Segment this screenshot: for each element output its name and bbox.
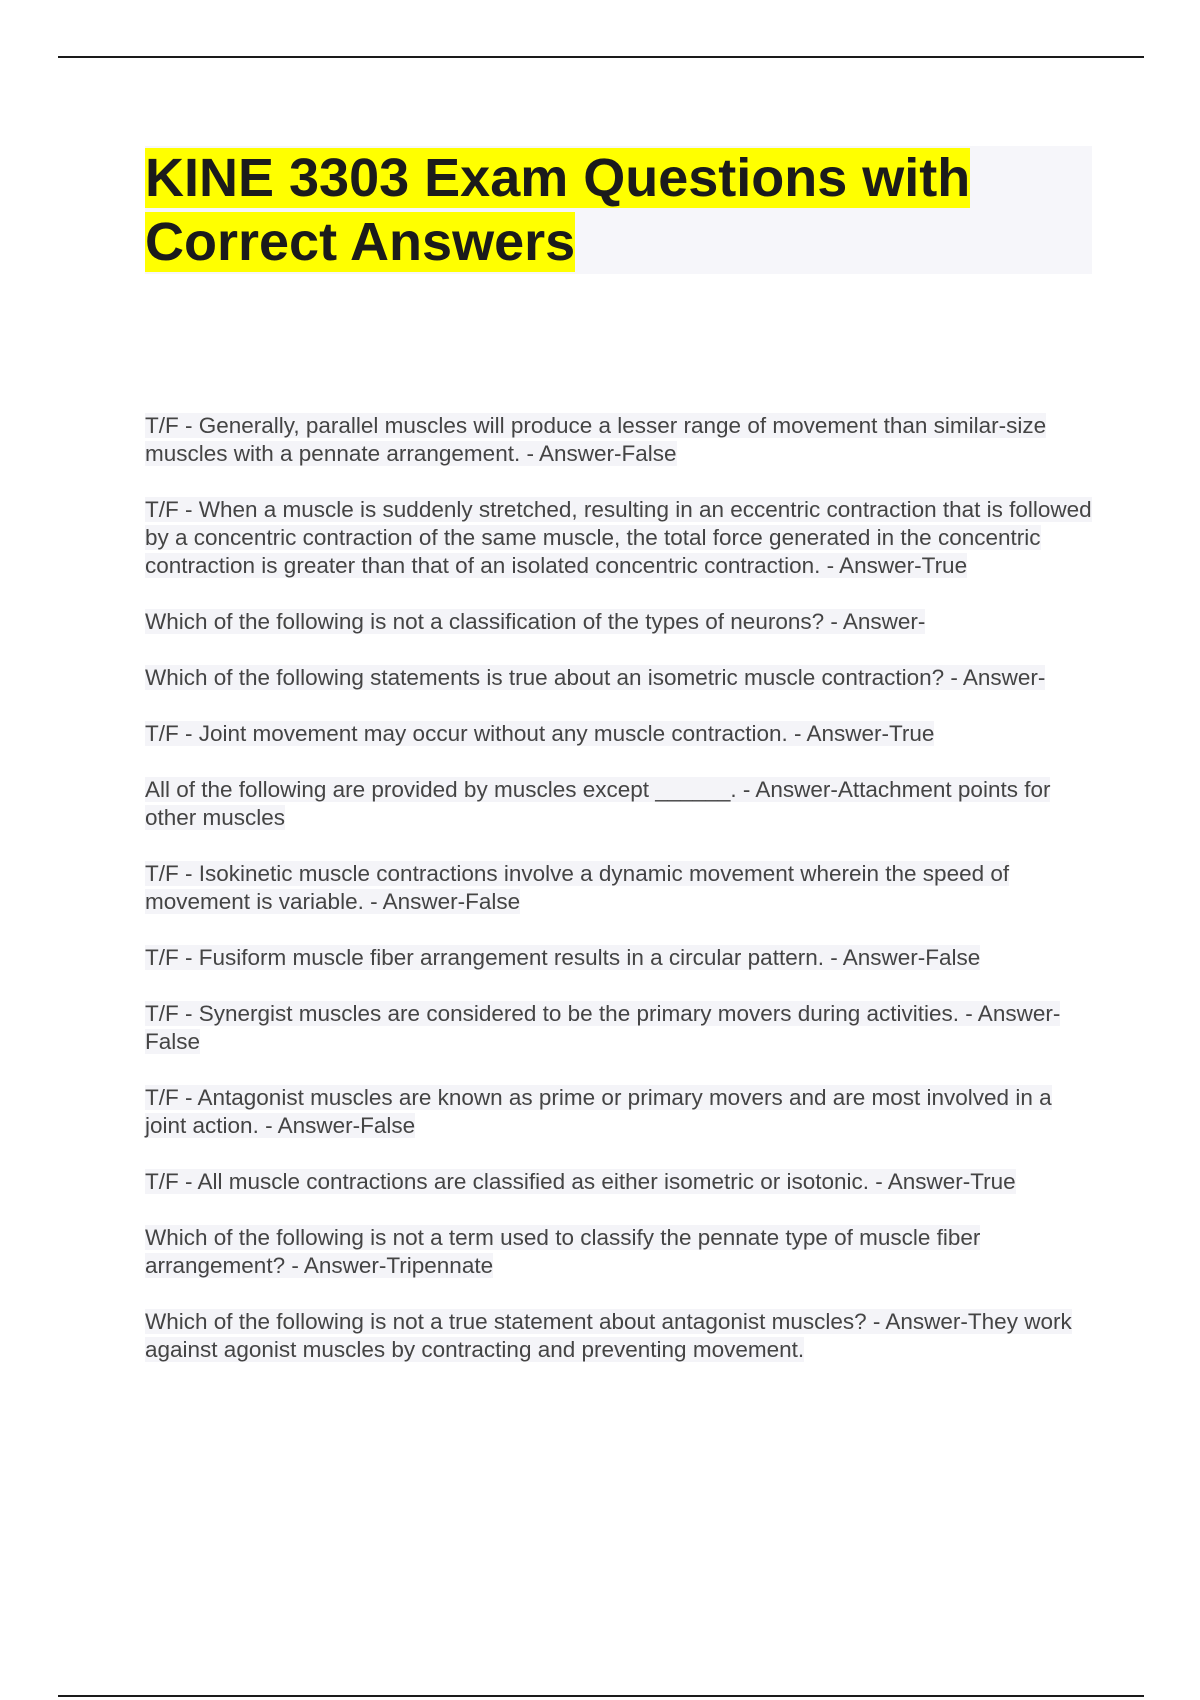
question-list [145, 412, 1095, 1392]
question-item: T/F - Isokinetic muscle contractions involve a dynamic movement wherein the speed of movement is variable. - Answer-False [145, 861, 1010, 914]
question-item: Which of the following is not a true statement about antagonist muscles? - Answer-They work against agonist muscles by contracting and preventing movement. [145, 1309, 1072, 1362]
question-item: T/F - Generally, parallel muscles will produce a lesser range of movement than similar-size muscles with a pennate arrangement. - Answer-False [145, 413, 1047, 466]
question-item: Which of the following statements is true about an isometric muscle contraction? - Answer- [145, 665, 1046, 690]
question-item: Which of the following is not a classification of the types of neurons? - Answer- [145, 609, 926, 634]
question-item: T/F - When a muscle is suddenly stretched, resulting in an eccentric contraction that is followed by a concentric contraction of the same muscle, the total force generated in the concentric contraction is greater than that of an isolated concentric contraction. - Answer-True [145, 497, 1092, 578]
question-item: All of the following are provided by muscles except ______. - Answer-Attachment points for other muscles [145, 777, 1051, 830]
bottom-divider [58, 1695, 1144, 1697]
question-item: T/F - Fusiform muscle fiber arrangement results in a circular pattern. - Answer-False [145, 945, 981, 970]
question-item: T/F - All muscle contractions are classified as either isometric or isotonic. - Answer-True [145, 1169, 1016, 1194]
title-block [145, 146, 1092, 274]
top-divider [58, 56, 1144, 58]
question-item: T/F - Synergist muscles are considered to be the primary movers during activities. - Answer-False [145, 1001, 1061, 1054]
question-item: T/F - Joint movement may occur without any muscle contraction. - Answer-True [145, 721, 935, 746]
question-item: Which of the following is not a term used to classify the pennate type of muscle fiber arrangement? - Answer-Tripennate [145, 1225, 981, 1278]
document-title [145, 146, 1092, 274]
question-item: T/F - Antagonist muscles are known as prime or primary movers and are most involved in a joint action. - Answer-False [145, 1085, 1052, 1138]
document-title-text: KINE 3303 Exam Questions with Correct Answers [145, 148, 971, 272]
